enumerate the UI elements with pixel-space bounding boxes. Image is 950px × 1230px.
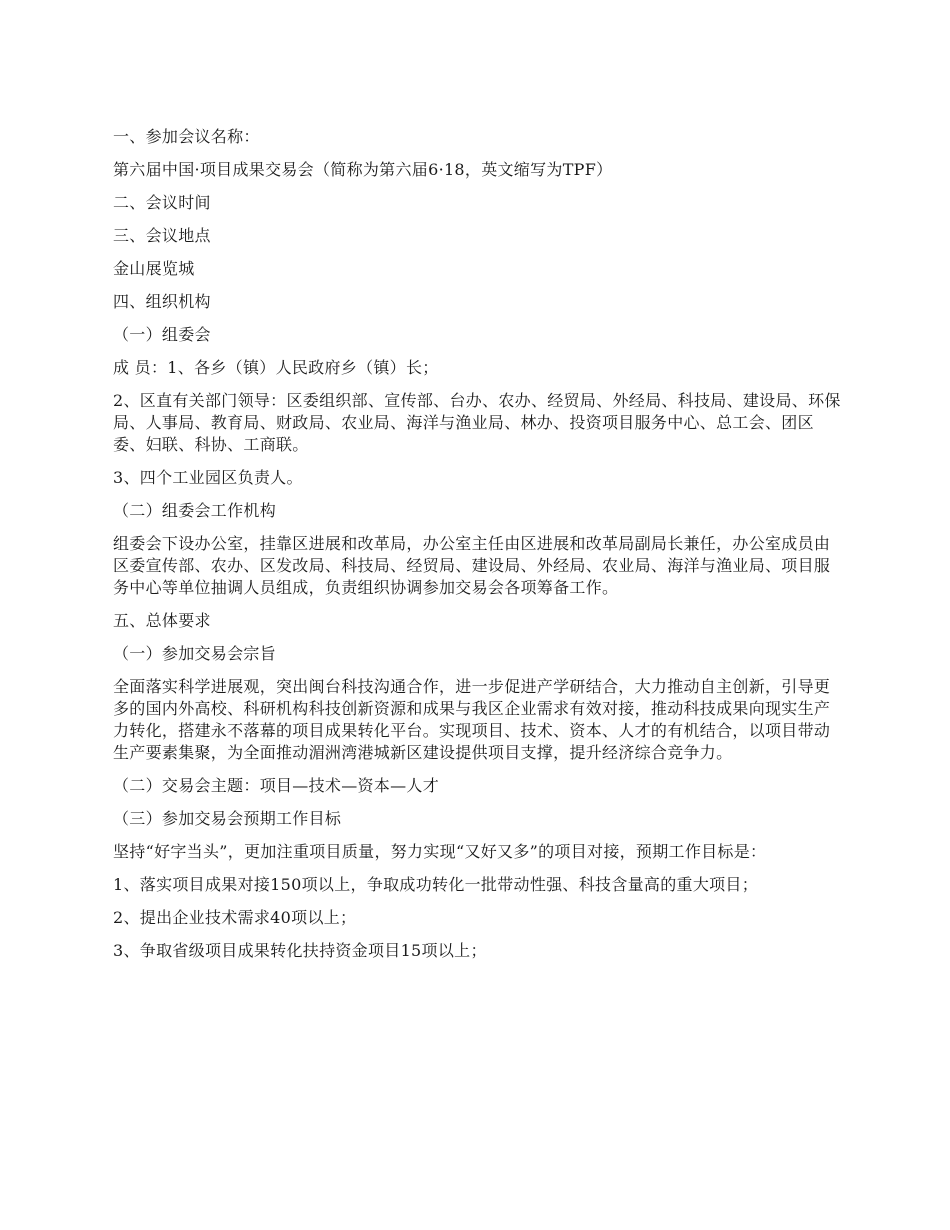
committee-members-1: 成 员：1、各乡（镇）人民政府乡（镇）长； (113, 358, 439, 377)
meeting-location-text: 金山展览城 (113, 259, 195, 278)
goal-item-3: 3、争取省级项目成果转化扶持资金项目15项以上； (113, 941, 487, 960)
subheading-goals: （三）参加交易会预期工作目标 (113, 809, 342, 828)
document-body (113, 126, 843, 973)
heading-meeting-time: 二、会议时间 (113, 193, 211, 212)
goals-intro: 坚持“好字当头”，更加注重项目质量，努力实现“又好又多”的项目对接，预期工作目标是： (113, 842, 767, 861)
heading-meeting-location: 三、会议地点 (113, 226, 211, 245)
subheading-theme: （二）交易会主题：项目—技术—资本—人才 (113, 776, 440, 795)
heading-general-requirements: 五、总体要求 (113, 611, 211, 630)
goal-item-1: 1、落实项目成果对接150项以上，争取成功转化一批带动性强、科技含量高的重大项目； (113, 875, 759, 894)
subheading-committee-office: （二）组委会工作机构 (113, 501, 277, 520)
meeting-name-text: 第六届中国·项目成果交易会（简称为第六届6·18，英文缩写为TPF） (113, 160, 613, 179)
subheading-purpose: （一）参加交易会宗旨 (113, 644, 277, 663)
subheading-committee: （一）组委会 (113, 325, 211, 344)
goal-item-2: 2、提出企业技术需求40项以上； (113, 908, 357, 927)
heading-meeting-name: 一、参加会议名称： (113, 127, 260, 146)
purpose-text: 全面落实科学进展观，突出闽台科技沟通合作，进一步促进产学研结合，大力推动自主创新，引导更多的国内外高校、科研机构科技创新资源和成果与我区企业需求有效对接，推动科技成果向现实生产力转化，搭建永不落幕的项目成果转化平台。实现项目、技术、资本、人才的有机结合，以项目带动生产要素集聚，为全面推动湄洲湾港城新区建设提供项目支撑，提升经济综合竞争力。 (113, 677, 831, 762)
heading-organization: 四、组织机构 (113, 292, 211, 311)
committee-members-2: 2、区直有关部门领导：区委组织部、宣传部、台办、农办、经贸局、外经局、科技局、建设局、环保局、人事局、教育局、财政局、农业局、海洋与渔业局、林办、投资项目服务中心、总工会、团区委、妇联、科协、工商联。 (113, 391, 841, 454)
committee-members-3: 3、四个工业园区负责人。 (113, 468, 303, 487)
committee-office-text: 组委会下设办公室，挂靠区进展和改革局，办公室主任由区进展和改革局副局长兼任，办公室成员由区委宣传部、农办、区发改局、科技局、经贸局、建设局、外经局、农业局、海洋与渔业局、项目服务中心等单位抽调人员组成，负责组织协调参加交易会各项筹备工作。 (113, 534, 831, 597)
